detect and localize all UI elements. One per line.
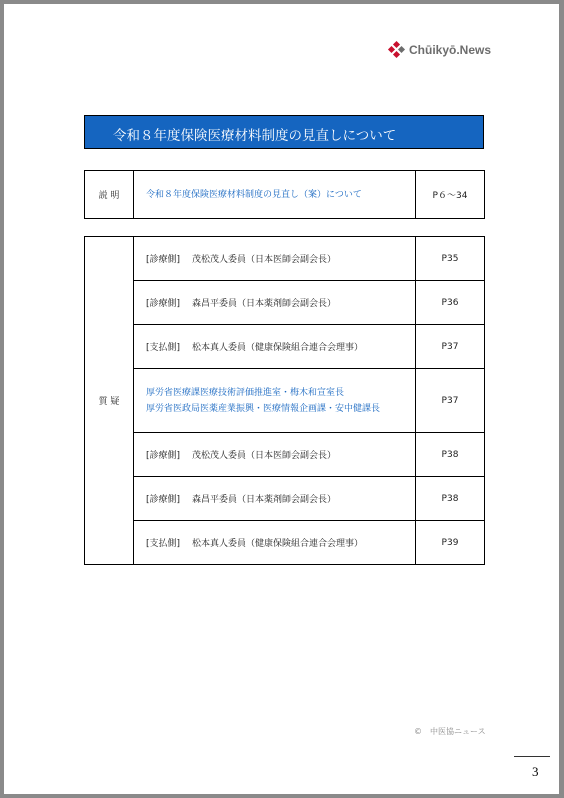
document-page [4, 4, 559, 794]
qa-table [84, 236, 485, 565]
qa-row-name: 森昌平委員（日本薬剤師会副会長） [192, 299, 337, 309]
page-number: 3 [532, 764, 539, 779]
qa-row-role: [支払側] [146, 539, 181, 549]
qa-row-speaker [134, 237, 416, 281]
qa-row-page: P38 [416, 477, 485, 521]
qa-row-page: P39 [416, 521, 485, 565]
qa-row-page: P37 [416, 325, 485, 369]
explanation-label: 説 明 [85, 171, 134, 219]
qa-row-page: P35 [416, 237, 485, 281]
qa-row [85, 237, 485, 281]
qa-row-speaker [134, 433, 416, 477]
qa-row-role: [診療側] [146, 495, 181, 505]
qa-row [85, 281, 485, 325]
qa-row-role: [支払側] [146, 343, 181, 353]
qa-row-speaker [134, 281, 416, 325]
qa-row [85, 433, 485, 477]
qa-row-name: 松本真人委員（健康保険組合連合会理事） [192, 539, 364, 549]
qa-row [85, 477, 485, 521]
brand-logo [389, 42, 491, 57]
qa-row [85, 325, 485, 369]
footer-copyright: © 中医協ニュース [414, 727, 486, 736]
qa-row [85, 521, 485, 565]
section-title-bar [84, 115, 484, 149]
qa-row-speaker [134, 369, 416, 433]
qa-label: 質 疑 [85, 237, 134, 565]
explanation-pages: P６〜34 [416, 171, 485, 219]
qa-row-name: 茂松茂人委員（日本医師会副会長） [192, 451, 337, 461]
qa-row-speaker [134, 325, 416, 369]
qa-row-role: [診療側] [146, 451, 181, 461]
page-number-rule [514, 756, 550, 757]
qa-row [85, 369, 485, 433]
qa-row-name: 森昌平委員（日本薬剤師会副会長） [192, 495, 337, 505]
explanation-text: 令和８年度保険医療材料制度の見直し（案）について [134, 171, 416, 219]
qa-row-page: P36 [416, 281, 485, 325]
qa-row-line1: 厚労省医療課医療技術評価推進室・梅木和宣室長 [146, 387, 345, 398]
qa-row-role: [診療側] [146, 255, 181, 265]
brand-name: Chūikyō.News [409, 42, 492, 57]
qa-row-line2: 厚労省医政局医薬産業振興・医療情報企画課・安中健課長 [146, 403, 381, 414]
explanation-table [84, 170, 485, 219]
qa-row-page: P37 [416, 369, 485, 433]
qa-row-speaker [134, 521, 416, 565]
brand-diamond-icon [389, 42, 404, 57]
qa-row-name: 茂松茂人委員（日本医師会副会長） [192, 255, 337, 265]
qa-row-page: P38 [416, 433, 485, 477]
section-title: 令和８年度保険医療材料制度の見直しについて [113, 128, 397, 144]
qa-row-name: 松本真人委員（健康保険組合連合会理事） [192, 343, 364, 353]
explanation-row [85, 171, 485, 219]
qa-row-speaker [134, 477, 416, 521]
qa-row-role: [診療側] [146, 299, 181, 309]
